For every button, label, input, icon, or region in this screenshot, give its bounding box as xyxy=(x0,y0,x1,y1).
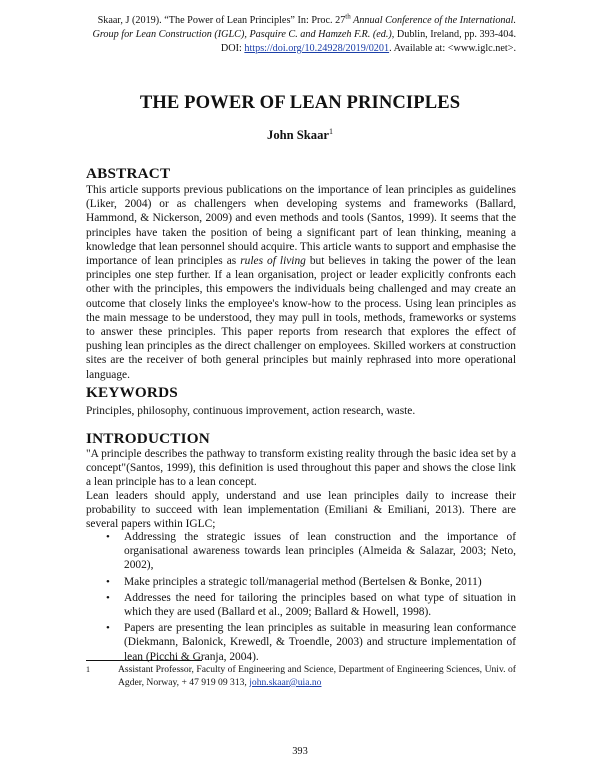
keywords-heading: KEYWORDS xyxy=(86,384,178,401)
author-footnote-mark: 1 xyxy=(328,126,333,136)
citation-superscript: th xyxy=(345,12,351,21)
author-email-link[interactable]: john.skaar@uia.no xyxy=(249,676,322,688)
abstract-text-part2: but believes in taking the power of the lean principles one step further. If a lean organisation, project or leader explicitly confronts each other with the principles, this empowers the individuals being challenged and may create an outcome that closely links the employee's know-how to the process. Using lean principles as the main message to be understood, they may pull in tools, methods, frameworks or systems to answer these principles. This paper reports from research that explores the effect of pushing lean principles as the direct challenger on employees. Skilled workers at construction sites are the receiver of both general principles but mainly rephrased into more operational language. xyxy=(86,255,517,381)
abstract-text xyxy=(86,183,516,382)
list-item xyxy=(86,530,516,573)
list-item-text: Addresses the need for tailoring the principles based on what type of situation in which they are used (Ballard et al., 2009; Ballard & Howell, 1998). xyxy=(124,591,516,619)
page-number: 393 xyxy=(292,746,308,757)
footnote-mark: 1 xyxy=(86,665,90,674)
footnote xyxy=(86,664,516,690)
citation-header xyxy=(86,14,516,56)
bullet-icon: • xyxy=(106,622,110,635)
bullet-icon: • xyxy=(106,575,110,588)
author-name: John Skaar xyxy=(267,128,329,142)
list-item-text: Addressing the strategic issues of lean construction and the importance of organisational awareness towards lean principles (Almeida & Salazar, 2003; Neto, 2002), xyxy=(124,531,516,572)
intro-bullet-list xyxy=(86,530,516,666)
list-item-text: Make principles a strategic toll/managerial method (Bertelsen & Bonke, 2011) xyxy=(124,575,482,588)
list-item xyxy=(86,575,516,589)
introduction-heading: INTRODUCTION xyxy=(86,430,210,447)
list-item-text: Papers are presenting the lean principles as suitable in measuring lean conformance (Diekmann, Balonick, Krewedl, & Troendle, 2003) and structure implementation of lean (Picchi & Granja, 2004). xyxy=(124,622,516,663)
list-item xyxy=(86,591,516,619)
footnote-affiliation: Assistant Professor, Faculty of Engineering and Science, Department of Engineering Sciences, Univ. of Agder, Norway, + 47 919 09 313, xyxy=(118,664,516,688)
abstract-emphasis: rules of living xyxy=(240,255,306,268)
footnote-text xyxy=(86,664,516,690)
author-line xyxy=(0,128,600,143)
citation-text: Skaar, J (2019). “The Power of Lean Principles” In: Proc. 27 xyxy=(97,15,346,26)
list-item xyxy=(86,621,516,664)
intro-paragraph-2: Lean leaders should apply, understand and use lean principles daily to increase their probability to succeed with lean implementation (Emiliani & Emiliani, 2013). There are several papers within IGLC; xyxy=(86,490,516,531)
paper-title: THE POWER OF LEAN PRINCIPLES xyxy=(139,92,461,113)
abstract-heading: ABSTRACT xyxy=(86,165,171,182)
intro-paragraph-1: "A principle describes the pathway to transform existing reality through the basic idea set by a concept"(Santos, 1999), this definition is used throughout this paper and shows the close link a lean principle has to a lean concept. xyxy=(86,448,516,489)
keywords-text: Principles, philosophy, continuous improvement, action research, waste. xyxy=(86,405,416,417)
footnote-divider xyxy=(86,660,202,661)
doi-link[interactable]: https://doi.org/10.24928/2019/0201 xyxy=(244,43,390,54)
citation-proceedings: Annual Conference of the International. Group for Lean Construction (IGLC), Pasquire C. and Hamzeh F.R. (ed.), xyxy=(92,15,516,40)
bullet-icon: • xyxy=(106,591,110,604)
citation-pages: Dublin, Ireland, pp. 393-404. DOI: xyxy=(220,29,516,54)
abstract-text-part1: This article supports previous publications on the importance of lean principles as guidelines (Liker, 2004) or as challengers when developing systems and frameworks (Ballard, Hammond, & Nickerson, 2009) and even methods and tools (Santos, 1999). It seems that the principles have taken the position of being a significant part of lean thinking, meaning a knowledge that lean personnel should acquire. This article wants to support and emphasise the importance of lean principles as xyxy=(86,184,516,268)
citation-availability: . Available at: <www.iglc.net>. xyxy=(389,43,516,54)
bullet-icon: • xyxy=(106,531,110,543)
